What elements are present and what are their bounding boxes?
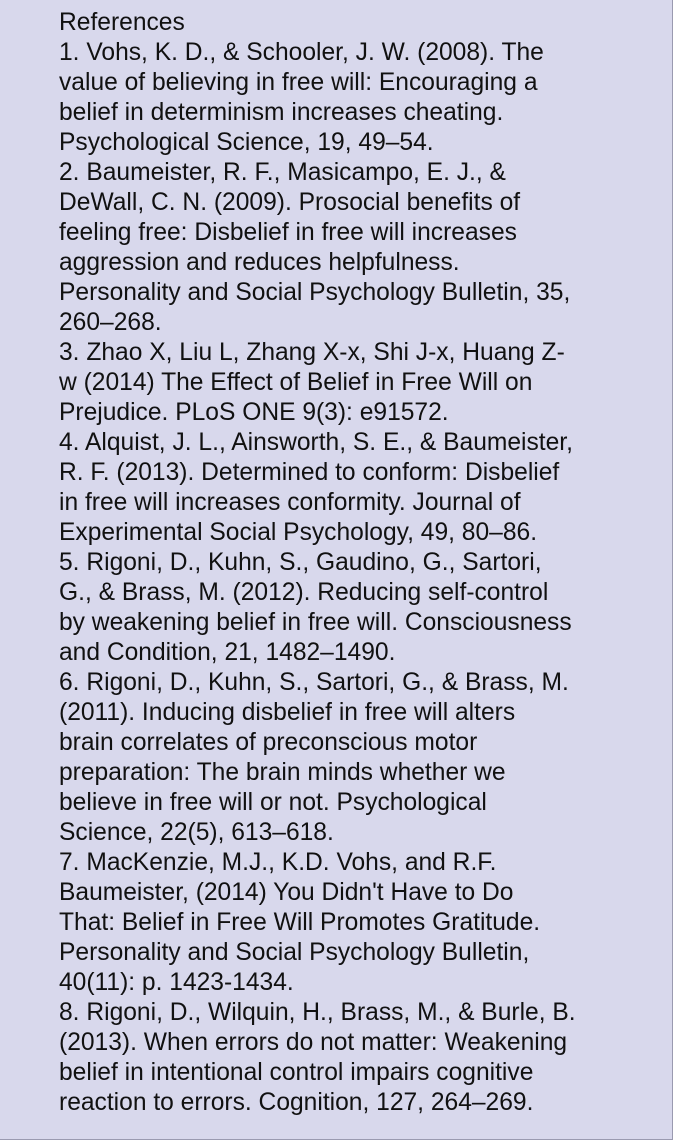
reference-4-line-3: in free will increases conformity. Journal of [59,489,521,516]
reference-6-line-1: 6. Rigoni, D., Kuhn, S., Sartori, G., & Brass, M. [59,669,569,696]
reference-7-line-1: 7. MacKenzie, M.J., K.D. Vohs, and R.F. [59,849,497,876]
reference-7-line-3: That: Belief in Free Will Promotes Gratitude. [59,909,541,936]
reference-8-line-1: 8. Rigoni, D., Wilquin, H., Brass, M., & Burle, B. [59,999,576,1026]
references-heading: References [59,9,185,36]
reference-5-line-4: and Condition, 21, 1482–1490. [59,639,396,666]
references-content [59,8,611,1118]
reference-2-line-1: 2. Baumeister, R. F., Masicampo, E. J., & [59,159,506,186]
reference-6-line-2: (2011). Inducing disbelief in free will alters [59,699,516,726]
reference-6-line-5: believe in free will or not. Psychological [59,789,487,816]
reference-item-4 [59,428,611,548]
reference-6-line-6: Science, 22(5), 613–618. [59,819,334,846]
reference-item-2 [59,158,611,338]
reference-8-line-2: (2013). When errors do not matter: Weakening [59,1029,568,1056]
reference-4-line-4: Experimental Social Psychology, 49, 80–86. [59,519,538,546]
reference-7-line-4: Personality and Social Psychology Bulletin, [59,939,530,966]
reference-8-line-3: belief in intentional control impairs cognitive [59,1059,534,1086]
reference-6-line-3: brain correlates of preconscious motor [59,729,478,756]
reference-5-line-3: by weakening belief in free will. Consciousness [59,609,572,636]
reference-1-line-4: Psychological Science, 19, 49–54. [59,129,434,156]
reference-3-line-3: Prejudice. PLoS ONE 9(3): e91572. [59,399,449,426]
reference-item-8 [59,998,611,1118]
reference-2-line-2: DeWall, C. N. (2009). Prosocial benefits of [59,189,521,216]
reference-2-line-3: feeling free: Disbelief in free will increases [59,219,517,246]
reference-item-6 [59,668,611,848]
reference-3-line-2: w (2014) The Effect of Belief in Free Will on [59,369,533,396]
reference-5-line-2: G., & Brass, M. (2012). Reducing self-control [59,579,549,606]
reference-5-line-1: 5. Rigoni, D., Kuhn, S., Gaudino, G., Sartori, [59,549,542,576]
reference-item-1 [59,38,611,158]
reference-4-line-1: 4. Alquist, J. L., Ainsworth, S. E., & Baumeister, [59,429,573,456]
reference-6-line-4: preparation: The brain minds whether we [59,759,506,786]
reference-2-line-4: aggression and reduces helpfulness. [59,249,460,276]
reference-1-line-3: belief in determinism increases cheating. [59,99,504,126]
reference-1-line-1: 1. Vohs, K. D., & Schooler, J. W. (2008). The [59,39,544,66]
reference-8-line-4: reaction to errors. Cognition, 127, 264–269. [59,1089,534,1116]
reference-item-7 [59,848,611,998]
reference-2-line-6: 260–268. [59,309,162,336]
reference-7-line-2: Baumeister, (2014) You Didn't Have to Do [59,879,514,906]
reference-item-3 [59,338,611,428]
reference-list [59,38,611,1118]
reference-1-line-2: value of believing in free will: Encouraging a [59,69,538,96]
reference-2-line-5: Personality and Social Psychology Bulletin, 35, [59,279,571,306]
reference-4-line-2: R. F. (2013). Determined to conform: Disbelief [59,459,560,486]
reference-3-line-1: 3. Zhao X, Liu L, Zhang X-x, Shi J-x, Huang Z- [59,339,565,366]
reference-item-5 [59,548,611,668]
reference-7-line-5: 40(11): p. 1423-1434. [59,969,294,996]
